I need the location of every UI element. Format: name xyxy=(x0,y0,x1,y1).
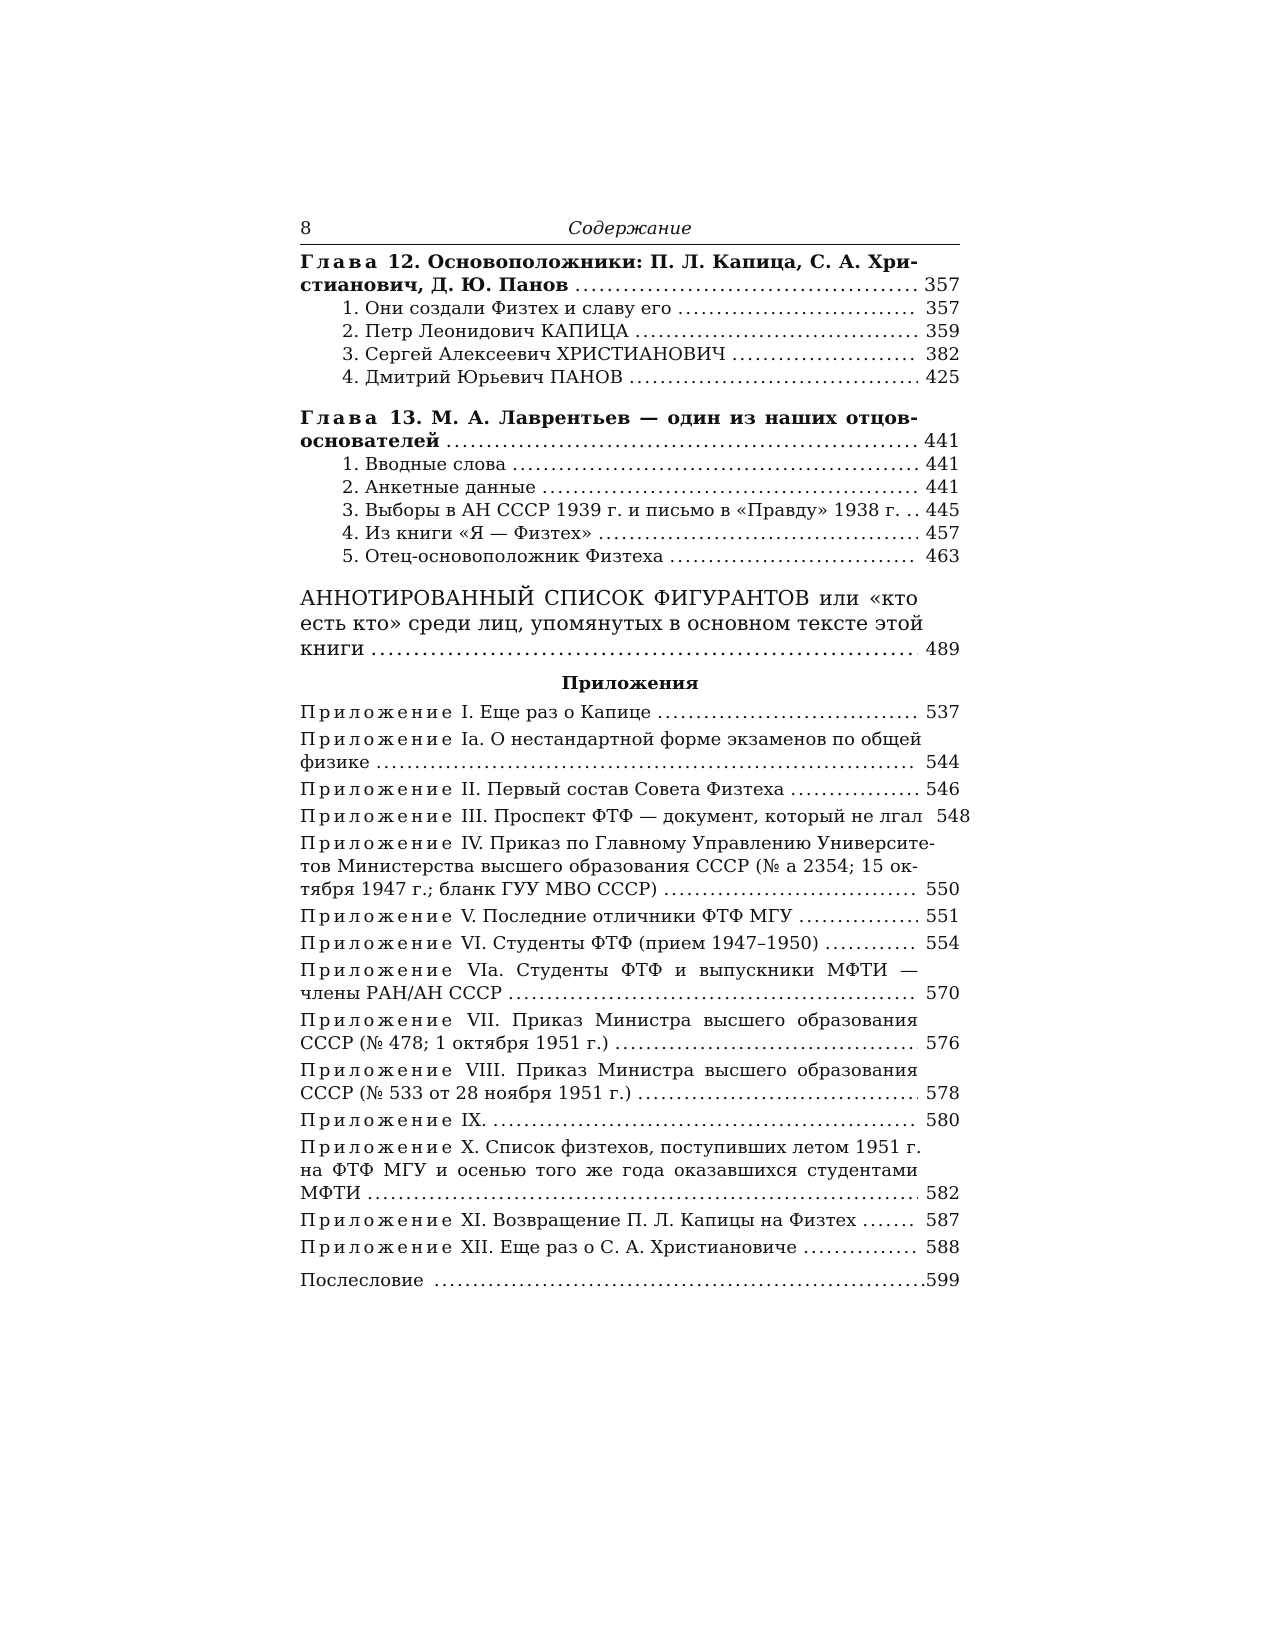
afterword-entry[interactable]: Послесловие ..... 599 xyxy=(300,1269,960,1292)
section-entry[interactable]: 1. Вводные слова ..... 441 xyxy=(342,453,960,476)
appendix-list xyxy=(300,701,971,1259)
annotated-list-line3: книги ..... 489 xyxy=(300,636,960,662)
appendix-line: Приложение VII. Приказ Министра высшего образования xyxy=(300,1010,918,1031)
chapter-12-sections xyxy=(300,297,960,389)
appendix-line: СССР (№ 478; 1 октября 1951 г.) ..... 576 xyxy=(300,1032,960,1055)
appendix-entry[interactable] xyxy=(300,1059,960,1105)
section-entry[interactable]: 5. Отец-основоположник Физтеха ..... 463 xyxy=(342,545,960,568)
appendix-label: Приложение xyxy=(300,806,456,827)
appendix-entry[interactable] xyxy=(300,832,960,901)
appendix-page: 576 xyxy=(925,1033,960,1054)
appendix-page: 578 xyxy=(925,1083,960,1104)
appendix-entry[interactable] xyxy=(300,1136,960,1205)
appendix-page: 580 xyxy=(925,1110,960,1131)
appendix-page: 587 xyxy=(925,1210,960,1231)
appendix-label: Приложение xyxy=(300,779,456,800)
appendix-line: Приложение II. Первый состав Совета Физтеха ..... 546 xyxy=(300,778,960,801)
appendix-page: 537 xyxy=(925,702,960,723)
appendix-line: Приложение VIII. Приказ Министра высшего образования xyxy=(300,1060,918,1081)
appendix-line: Приложение Ia. О нестандартной форме экзаменов по общей xyxy=(300,729,922,750)
section-entry[interactable]: 1. Они создали Физтех и славу его ..... 357 xyxy=(342,297,960,320)
chapter-13-title-line1: Глава 13. М. А. Лаврентьев — один из наших отцов- xyxy=(300,407,918,429)
appendix-label: Приложение xyxy=(300,729,456,750)
appendix-page: 544 xyxy=(925,752,960,773)
appendix-label: Приложение xyxy=(300,1237,456,1258)
appendix-page: 588 xyxy=(925,1237,960,1258)
appendix-line: Приложение IX. ..... 580 xyxy=(300,1109,960,1132)
appendix-entry[interactable] xyxy=(300,701,960,724)
chapter-12-title-line2[interactable]: стианович, Д. Ю. Панов ..... 357 xyxy=(300,274,960,297)
appendix-line: на ФТФ МГУ и осенью того же года оказавшихся студентами xyxy=(300,1160,918,1181)
appendix-label: Приложение xyxy=(300,1060,456,1081)
section-entry[interactable]: 2. Петр Леонидович КАПИЦА ..... 359 xyxy=(342,320,960,343)
chapter-13-page: 441 xyxy=(924,430,961,452)
appendix-line: Приложение V. Последние отличники ФТФ МГУ ..... 551 xyxy=(300,905,960,928)
appendix-line: Приложение VIa. Студенты ФТФ и выпускники МФТИ — xyxy=(300,960,918,981)
appendix-label: Приложение xyxy=(300,1210,456,1231)
appendix-line: тября 1947 г.; бланк ГУУ МВО СССР) ..... 550 xyxy=(300,878,960,901)
appendix-line: МФТИ ..... 582 xyxy=(300,1182,960,1205)
section-entry[interactable]: 4. Из книги «Я — Физтех» ..... 457 xyxy=(342,522,960,545)
page-number: 8 xyxy=(300,218,312,239)
appendix-label: Приложение xyxy=(300,1137,456,1158)
chapter-12-page: 357 xyxy=(924,274,961,296)
appendix-line: Приложение IV. Приказ по Главному Управлению Университе- xyxy=(300,833,936,854)
appendix-line: тов Министерства высшего образования СССР (№ а 2354; 15 ок- xyxy=(300,856,918,877)
annotated-list-entry[interactable] xyxy=(300,586,960,662)
appendices-heading: Приложения xyxy=(561,673,699,694)
appendix-label: Приложение xyxy=(300,1010,456,1031)
appendix-page: 570 xyxy=(925,983,960,1004)
section-entry[interactable]: 2. Анкетные данные ..... 441 xyxy=(342,476,960,499)
appendix-line: Приложение X. Список физтехов, поступивших летом 1951 г. xyxy=(300,1137,922,1158)
chapter-13 xyxy=(300,407,960,568)
appendix-line: Приложение VI. Студенты ФТФ (прием 1947–1950) ..... 554 xyxy=(300,932,960,955)
appendix-line: СССР (№ 533 от 28 ноября 1951 г.) ..... 578 xyxy=(300,1082,960,1105)
chapter-13-title-line2[interactable]: основателей ..... 441 xyxy=(300,430,960,453)
appendix-label: Приложение xyxy=(300,1110,456,1131)
appendix-entry[interactable] xyxy=(300,905,960,928)
appendix-label: Приложение xyxy=(300,933,456,954)
appendix-page: 550 xyxy=(925,879,960,900)
chapter-12 xyxy=(300,251,960,389)
appendix-entry[interactable] xyxy=(300,778,960,801)
section-entry[interactable]: 3. Сергей Алексеевич ХРИСТИАНОВИЧ ..... 382 xyxy=(342,343,960,366)
appendix-label: Приложение xyxy=(300,702,456,723)
chapter-13-sections xyxy=(300,453,960,568)
section-entry[interactable]: 3. Выборы в АН СССР 1939 г. и письмо в «Правду» 1938 г. ..... 445 xyxy=(342,499,960,522)
running-title: Содержание xyxy=(568,218,692,239)
annotated-list-line2: есть кто» среди лиц, упомянутых в основном тексте этой xyxy=(300,611,924,635)
appendix-entry[interactable] xyxy=(300,1209,960,1232)
book-page xyxy=(300,214,971,1292)
appendix-entry[interactable] xyxy=(300,805,971,828)
appendix-entry[interactable] xyxy=(300,1109,960,1132)
appendix-entry[interactable] xyxy=(300,959,960,1005)
appendix-label: Приложение xyxy=(300,906,456,927)
appendix-entry[interactable] xyxy=(300,1236,960,1259)
appendix-line: Приложение III. Проспект ФТФ — документ, который не лгал 548 xyxy=(300,806,971,827)
appendix-label: Приложение xyxy=(300,833,456,854)
appendix-entry[interactable] xyxy=(300,932,960,955)
appendix-page: 582 xyxy=(925,1183,960,1204)
appendix-line: члены РАН/АН СССР ..... 570 xyxy=(300,982,960,1005)
section-entry[interactable]: 4. Дмитрий Юрьевич ПАНОВ ..... 425 xyxy=(342,366,960,389)
appendix-line: Приложение XI. Возвращение П. Л. Капицы на Физтех ..... 587 xyxy=(300,1209,960,1232)
chapter-12-title-line1: Глава 12. Основоположники: П. Л. Капица, С. А. Хри- xyxy=(300,251,918,273)
appendix-line: Приложение XII. Еще раз о С. А. Христиановиче ..... 588 xyxy=(300,1236,960,1259)
annotated-list-line1: АННОТИРОВАННЫЙ СПИСОК ФИГУРАНТОВ или «кто xyxy=(300,586,918,610)
appendix-page: 551 xyxy=(925,906,960,927)
table-of-contents xyxy=(300,251,971,1292)
appendix-page: 554 xyxy=(925,933,960,954)
running-header xyxy=(300,214,960,245)
appendix-label: Приложение xyxy=(300,960,456,981)
appendix-page: 546 xyxy=(925,779,960,800)
appendix-page: 548 xyxy=(936,806,971,827)
appendix-line: физике ..... 544 xyxy=(300,751,960,774)
appendix-entry[interactable] xyxy=(300,728,960,774)
appendix-line: Приложение I. Еще раз о Капице ..... 537 xyxy=(300,701,960,724)
appendix-entry[interactable] xyxy=(300,1009,960,1055)
